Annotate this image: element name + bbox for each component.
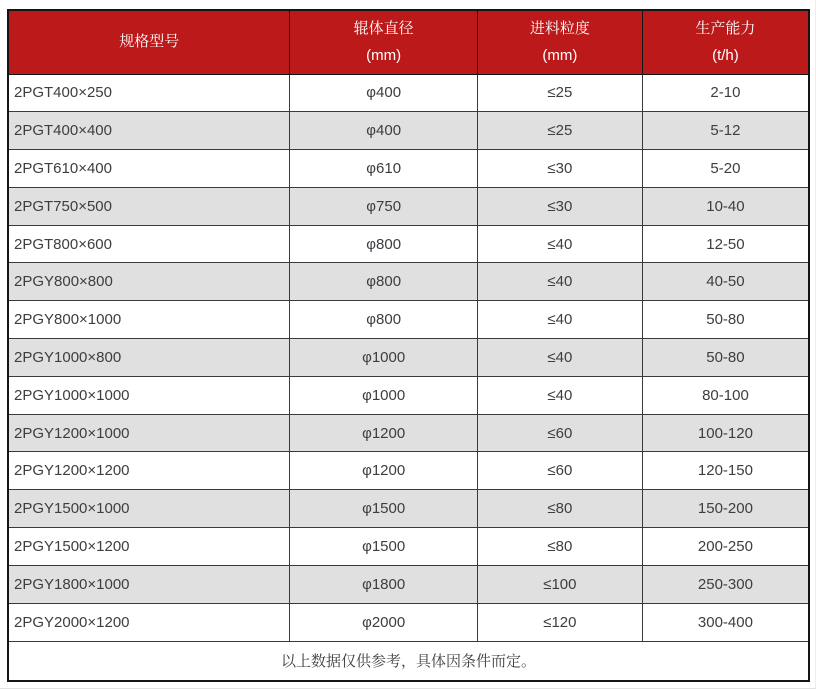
capacity-cell: 300-400 (642, 603, 809, 641)
model-cell: 2PGT400×400 (8, 112, 290, 150)
table-row (8, 187, 809, 225)
diameter-cell: φ1200 (290, 414, 477, 452)
table-row (8, 414, 809, 452)
table-row (8, 301, 809, 339)
model-cell: 2PGT800×600 (8, 225, 290, 263)
model-cell: 2PGT750×500 (8, 187, 290, 225)
capacity-cell: 200-250 (642, 528, 809, 566)
model-cell: 2PGY1800×1000 (8, 565, 290, 603)
model-cell: 2PGY1000×800 (8, 339, 290, 377)
feed-size-cell: ≤40 (477, 263, 642, 301)
feed-size-cell: ≤30 (477, 150, 642, 188)
capacity-cell: 5-12 (642, 112, 809, 150)
table-footer (8, 641, 809, 681)
column-unit: (mm) (366, 46, 402, 64)
table-row (8, 339, 809, 377)
column-title: 辊体直径 (353, 19, 414, 37)
column-title: 规格型号 (119, 33, 180, 51)
feed-size-cell: ≤60 (477, 414, 642, 452)
model-cell: 2PGY1500×1000 (8, 490, 290, 528)
diameter-cell: φ1800 (290, 565, 477, 603)
footnote-row (8, 641, 809, 681)
column-header-capacity (642, 10, 809, 74)
diameter-cell: φ1000 (290, 339, 477, 377)
table-row (8, 225, 809, 263)
model-cell: 2PGT400×250 (8, 74, 290, 112)
table-row (8, 150, 809, 188)
feed-size-cell: ≤80 (477, 528, 642, 566)
column-unit: (t/h) (712, 46, 739, 64)
model-cell: 2PGY800×800 (8, 263, 290, 301)
spec-table (7, 9, 810, 682)
column-unit: (mm) (542, 46, 578, 64)
feed-size-cell: ≤40 (477, 339, 642, 377)
capacity-cell: 100-120 (642, 414, 809, 452)
diameter-cell: φ800 (290, 301, 477, 339)
capacity-cell: 40-50 (642, 263, 809, 301)
table-row (8, 376, 809, 414)
capacity-cell: 120-150 (642, 452, 809, 490)
table-row (8, 565, 809, 603)
feed-size-cell: ≤60 (477, 452, 642, 490)
column-title: 进料粒度 (529, 19, 590, 37)
column-header-model (8, 10, 290, 74)
feed-size-cell: ≤30 (477, 187, 642, 225)
capacity-cell: 50-80 (642, 301, 809, 339)
header-row (8, 10, 809, 74)
diameter-cell: φ2000 (290, 603, 477, 641)
feed-size-cell: ≤120 (477, 603, 642, 641)
footnote-text: 以上数据仅供参考，具体因条件而定。 (8, 641, 809, 681)
capacity-cell: 80-100 (642, 376, 809, 414)
table-header (8, 10, 809, 74)
model-cell: 2PGY800×1000 (8, 301, 290, 339)
feed-size-cell: ≤100 (477, 565, 642, 603)
capacity-cell: 10-40 (642, 187, 809, 225)
diameter-cell: φ400 (290, 112, 477, 150)
model-cell: 2PGY1200×1000 (8, 414, 290, 452)
table-row (8, 74, 809, 112)
model-cell: 2PGY1500×1200 (8, 528, 290, 566)
capacity-cell: 250-300 (642, 565, 809, 603)
diameter-cell: φ1500 (290, 490, 477, 528)
diameter-cell: φ800 (290, 263, 477, 301)
table-row (8, 112, 809, 150)
model-cell: 2PGT610×400 (8, 150, 290, 188)
feed-size-cell: ≤40 (477, 376, 642, 414)
table-row (8, 603, 809, 641)
model-cell: 2PGY2000×1200 (8, 603, 290, 641)
table-row (8, 452, 809, 490)
table-row (8, 528, 809, 566)
diameter-cell: φ1500 (290, 528, 477, 566)
feed-size-cell: ≤25 (477, 74, 642, 112)
capacity-cell: 2-10 (642, 74, 809, 112)
diameter-cell: φ610 (290, 150, 477, 188)
table-row (8, 490, 809, 528)
capacity-cell: 12-50 (642, 225, 809, 263)
diameter-cell: φ400 (290, 74, 477, 112)
column-title: 生产能力 (695, 19, 756, 37)
diameter-cell: φ1000 (290, 376, 477, 414)
capacity-cell: 5-20 (642, 150, 809, 188)
feed-size-cell: ≤40 (477, 301, 642, 339)
capacity-cell: 150-200 (642, 490, 809, 528)
model-cell: 2PGY1000×1000 (8, 376, 290, 414)
column-header-roller-diameter (290, 10, 477, 74)
diameter-cell: φ750 (290, 187, 477, 225)
capacity-cell: 50-80 (642, 339, 809, 377)
diameter-cell: φ800 (290, 225, 477, 263)
spec-table-body (8, 74, 809, 641)
model-cell: 2PGY1200×1200 (8, 452, 290, 490)
feed-size-cell: ≤25 (477, 112, 642, 150)
column-header-feed-size (477, 10, 642, 74)
feed-size-cell: ≤40 (477, 225, 642, 263)
diameter-cell: φ1200 (290, 452, 477, 490)
feed-size-cell: ≤80 (477, 490, 642, 528)
table-row (8, 263, 809, 301)
